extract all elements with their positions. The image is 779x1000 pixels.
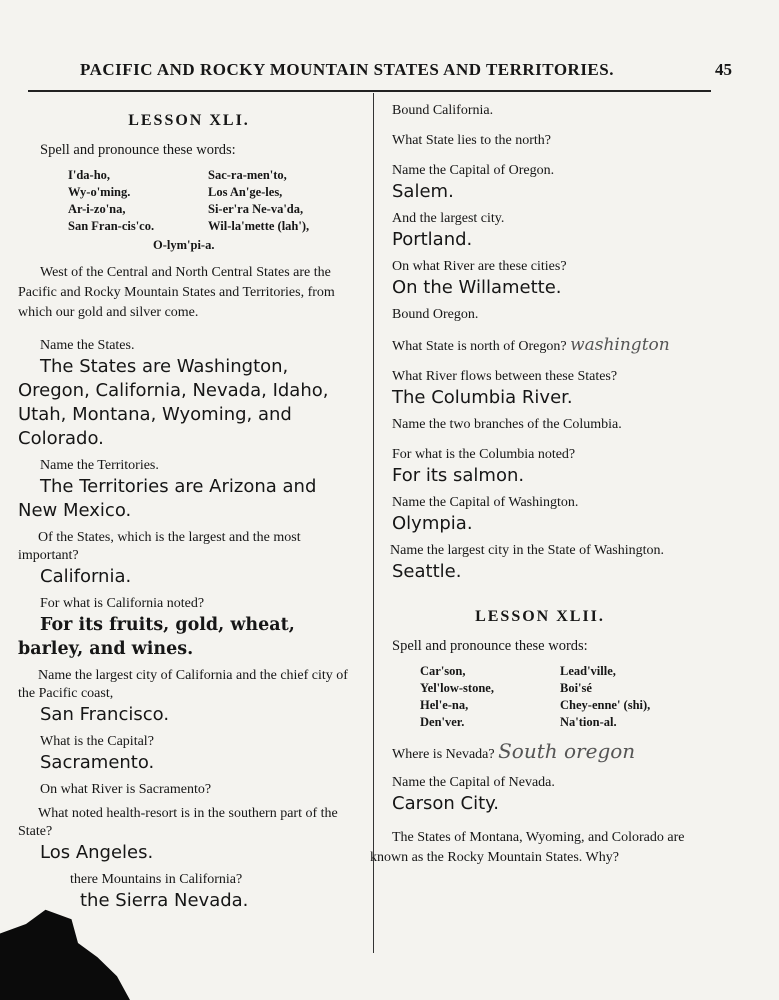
spell-word: Yel'low-stone, (420, 681, 494, 695)
handwritten-answer: washington (570, 335, 670, 355)
question: What River flows between these States? (392, 369, 618, 384)
question: Bound California. (392, 103, 494, 118)
question: Name the Capital of Nevada. (392, 775, 555, 790)
question: Name the largest city of California and the chief city of the Pacific coast, (18, 668, 348, 701)
answer: Portland. (392, 229, 473, 250)
question: On what River are these cities? (392, 259, 567, 274)
spell-word: Boi'sé (560, 681, 592, 695)
question: Name the Capital of Washington. (392, 495, 579, 510)
question: Name the two branches of the Columbia. (392, 417, 622, 432)
spell-word: Na'tion-al. (560, 715, 617, 729)
spell-word: Los An'ge-les, (208, 185, 283, 199)
spell-word-list (420, 663, 710, 730)
spell-column-2 (208, 167, 309, 234)
spell-word: Wy-o'ming. (68, 185, 131, 199)
spell-word: Lead'ville, (560, 664, 616, 678)
answer: San Francisco. (40, 704, 170, 725)
answer: Salem. (392, 181, 454, 202)
question: Name the largest city in the State of Washington. (390, 543, 665, 558)
answer: For its salmon. (392, 465, 525, 486)
spell-word: San Fran-cis'co. (68, 219, 155, 233)
page-number: 45 (715, 60, 732, 79)
page-damage-stain (0, 905, 130, 1000)
answer: Carson City. (392, 793, 499, 814)
page-header (20, 60, 732, 84)
question: Name the Territories. (40, 458, 159, 473)
question: For what is the Columbia noted? (392, 447, 576, 462)
page-running-title: PACIFIC AND ROCKY MOUNTAIN STATES AND TERRITORIES. (80, 60, 614, 79)
spell-word: Car'son, (420, 664, 466, 678)
answer: the Sierra Nevada. (80, 890, 249, 911)
spell-word: Sac-ra-men'to, (208, 168, 287, 182)
question-text: Where is Nevada? (392, 747, 495, 762)
question (370, 739, 710, 764)
answer: For its fruits, gold, wheat, barley, and wines. (18, 615, 295, 659)
question-text: What State is north of Oregon? (392, 339, 567, 354)
spell-word: O-lym'pi-a. (153, 238, 215, 252)
question: For what is California noted? (40, 596, 205, 611)
lesson-title: LESSON XLII. (475, 608, 605, 625)
answer: On the Willamette. (392, 277, 562, 298)
left-column (18, 112, 360, 919)
question: And the largest city. (392, 211, 505, 226)
handwritten-answer: South oregon (498, 739, 636, 763)
answer: The Territories are Arizona and New Mexico. (18, 476, 317, 521)
spell-word: Den'ver. (420, 715, 465, 729)
lesson-title: LESSON XLI. (128, 112, 250, 129)
answer: Sacramento. (40, 752, 155, 773)
answer: Olympia. (392, 513, 473, 534)
spell-word-list (68, 167, 360, 234)
question: On what River is Sacramento? (40, 782, 212, 797)
answer: California. (40, 566, 132, 587)
question: there Mountains in California? (70, 872, 243, 887)
spell-column-1 (420, 663, 560, 730)
spell-heading: Spell and pronounce these words: (40, 142, 236, 158)
spell-heading: Spell and pronounce these words: (392, 638, 588, 654)
right-column (370, 102, 710, 868)
spell-word: Si-er'ra Ne-va'da, (208, 202, 304, 216)
answer: Los Angeles. (40, 842, 154, 863)
question: Of the States, which is the largest and the most important? (18, 530, 301, 563)
spell-column-2 (560, 663, 650, 730)
answer: The States are Washington, Oregon, California, Nevada, Idaho, Utah, Montana, Wyoming, and Colorado. (18, 356, 329, 449)
answer: Seattle. (392, 561, 462, 582)
closing-paragraph: The States of Montana, Wyoming, and Colorado are known as the Rocky Mountain States. Why? (370, 830, 685, 865)
header-rule (28, 90, 711, 92)
spell-word: Chey-enne' (shi), (560, 698, 651, 712)
answer: The Columbia River. (392, 387, 573, 408)
question: What State lies to the north? (392, 133, 552, 148)
question: Name the Capital of Oregon. (392, 163, 555, 178)
question: Name the States. (40, 338, 135, 353)
spell-column-1 (68, 167, 208, 234)
question: What noted health-resort is in the southern part of the State? (18, 806, 338, 839)
intro-paragraph: West of the Central and North Central States are the Pacific and Rocky Mountain States and Territories, from which our gold and silver come. (18, 265, 335, 320)
question: What is the Capital? (40, 734, 154, 749)
spell-word: Hel'e-na, (420, 698, 469, 712)
question: Bound Oregon. (392, 307, 479, 322)
spell-word: Ar-i-zo'na, (68, 202, 126, 216)
spell-word: Wil-la'mette (lah'), (208, 219, 310, 233)
spell-word: I'da-ho, (68, 168, 111, 182)
question (370, 336, 710, 356)
